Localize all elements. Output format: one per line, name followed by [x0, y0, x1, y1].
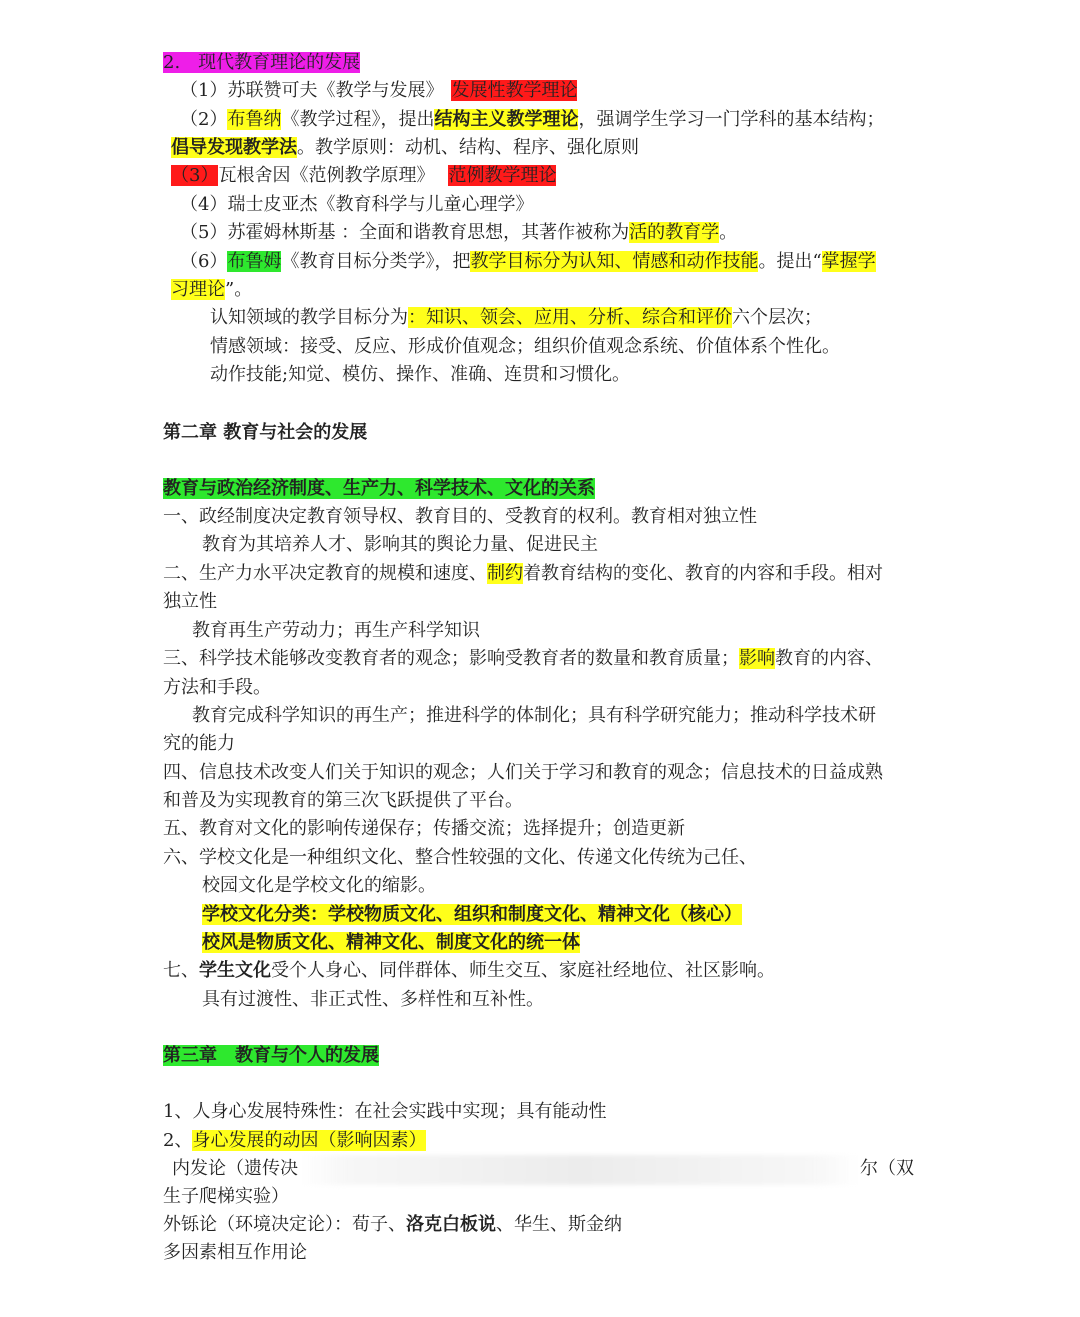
point-3-cont: 方法和手段。: [163, 677, 271, 698]
item-text: 瓦根舍因《范例教学原理》: [218, 165, 435, 186]
item-text: ，强调学生学习一门学科的基本结构；: [578, 109, 885, 130]
item-text: （5）苏霍姆林斯基 ：全面和谐教育思想，其著作被称为: [180, 222, 630, 243]
bold-term: 洛克白板说: [406, 1214, 496, 1235]
highlight-green: 第三章 教育与个人的发展: [163, 1045, 379, 1066]
theory-item-6-cont: [171, 277, 252, 303]
point-2-detail: 教育再生产劳动力；再生产科学知识: [192, 620, 480, 641]
highlight-red: （3）: [171, 165, 219, 186]
point-6-classification: [202, 902, 742, 928]
theory-item-5: [180, 220, 737, 246]
item-text: 动作技能;知觉、模仿、操作、准确、连贯和习惯化。: [210, 364, 631, 385]
cognitive-domain: [210, 305, 822, 331]
theory-item-1: [180, 78, 577, 104]
theory-item-3: [171, 163, 556, 189]
chapter-2-subheading: [163, 476, 595, 502]
point-1: 一、政经制度决定教育领导权、教育目的、受教育的权利。教育相对独立性: [163, 506, 757, 527]
ch3-endogenous-left: 内发论（遗传决: [172, 1158, 298, 1179]
point-4-cont: 和普及为实现教育的第三次飞跃提供了平台。: [163, 790, 523, 811]
item-text: 认知领域的教学目标分为: [210, 307, 408, 328]
item-text: 情感领域：接受、反应、形成价值观念；组织价值观念系统、价值体系个性化。: [210, 336, 840, 357]
section-heading: [163, 50, 360, 76]
ch3-point-2: [163, 1128, 426, 1154]
point-6-school-ethos: [202, 930, 580, 956]
point-2-cont: 独立性: [163, 591, 217, 612]
item-number: （2）: [180, 109, 228, 130]
highlight-yellow: 影响: [739, 648, 775, 669]
theory-item-6: [180, 249, 876, 275]
theory-item-2-cont: [171, 135, 639, 161]
item-text: （4）瑞士皮亚杰《教育科学与儿童心理学》: [180, 194, 534, 215]
item-text: 二、生产力水平决定教育的规模和速度、: [163, 563, 487, 584]
highlight-green: 教育与政治经济制度、生产力、科学技术、文化的关系: [163, 478, 595, 499]
item-text: 。提出“: [758, 251, 822, 272]
affective-domain: [210, 334, 840, 360]
point-4: 四、信息技术改变人们关于知识的观念；人们关于学习和教育的观念；信息技术的日益成熟: [163, 762, 883, 783]
highlight-red: 范例教学理论: [448, 165, 557, 186]
item-text: 教育的内容、: [775, 648, 883, 669]
point-3-detail-cont: 究的能力: [163, 733, 235, 754]
ch3-point-1: 1、人身心发展特殊性：在社会实践中实现；具有能动性: [163, 1101, 607, 1122]
point-1-detail: 教育为其培养人才、影响其的舆论力量、促进民主: [202, 534, 598, 555]
item-text: 外铄论（环境决定论）：荀子、: [163, 1214, 406, 1235]
item-text: 三、科学技术能够改变教育者的观念；影响受教育者的数量和教育质量；: [163, 648, 739, 669]
point-6: 六、学校文化是一种组织文化、整合性较强的文化、传递文化传统为己任、: [163, 847, 757, 868]
item-number: （6）: [180, 251, 228, 272]
point-6-detail: 校园文化是学校文化的缩影。: [202, 875, 436, 896]
bold-term: 学生文化: [199, 960, 271, 981]
highlight-yellow-bold: 倡导发现教学法: [171, 137, 297, 158]
item-text: 。: [719, 222, 738, 243]
point-5: 五、教育对文化的影响传递保存；传播交流；选择提升；创造更新: [163, 818, 685, 839]
highlight-yellow: 制约: [487, 563, 523, 584]
point-7: [163, 958, 775, 984]
motor-skills: [210, 362, 630, 388]
ch3-multi-factor: 多因素相互作用论: [163, 1242, 307, 1263]
blurred-overlay: [300, 1155, 860, 1185]
highlight-yellow: 布鲁纳: [227, 109, 282, 130]
highlight-yellow: ：知识、领会、应用、分析、综合和评价: [408, 307, 732, 328]
item-text: 受个人身心、同伴群体、师生交互、家庭社经地位、社区影响。: [271, 960, 775, 981]
highlight-yellow: 活的教育学: [629, 222, 720, 243]
item-text: 、华生、斯金纳: [496, 1214, 622, 1235]
item-number: 2、: [163, 1130, 193, 1151]
point-7-detail: 具有过渡性、非正式性、多样性和互补性。: [202, 989, 544, 1010]
chapter-2-title: 第二章 教育与社会的发展: [163, 422, 368, 443]
highlight-yellow-bold: 结构主义教学理论: [434, 109, 579, 130]
theory-item-4: [180, 192, 533, 218]
chapter-3-title: [163, 1043, 379, 1069]
item-number: 七、: [163, 960, 199, 981]
ch3-endogenous-cont: 生子爬梯实验）: [163, 1186, 289, 1207]
highlight-red: 发展性教学理论: [451, 80, 578, 101]
item-text: 《教学过程》，提出: [281, 109, 435, 130]
point-3: [163, 646, 883, 672]
highlight-yellow-bold: 校风是物质文化、精神文化、制度文化的统一体: [202, 932, 580, 953]
highlight-yellow: 习理论: [171, 279, 225, 300]
ch3-exogenous: [163, 1212, 622, 1238]
highlight-yellow: 身心发展的动因（影响因素）: [192, 1130, 427, 1151]
item-text: ”。: [225, 279, 253, 300]
item-text: （1）苏联赞可夫《教学与发展》: [180, 80, 444, 101]
item-text: 《教育目标分类学》，把: [281, 251, 471, 272]
point-3-detail: 教育完成科学知识的再生产；推进科学的体制化；具有科学研究能力；推动科学技术研: [192, 705, 876, 726]
item-text: 。教学原则：动机、结构、程序、强化原则: [297, 137, 639, 158]
item-text: 六个层次；: [732, 307, 822, 328]
section-title: 2. 现代教育理论的发展: [163, 52, 361, 73]
highlight-yellow: 掌握学: [821, 251, 876, 272]
theory-item-2: [180, 107, 884, 133]
ch3-endogenous-right: 尔（双: [860, 1158, 914, 1179]
item-text: 着教育结构的变化、教育的内容和手段。相对: [523, 563, 883, 584]
highlight-yellow-bold: 学校文化分类：学校物质文化、组织和制度文化、精神文化（核心）: [202, 904, 742, 925]
highlight-green: 布鲁姆: [227, 251, 282, 272]
highlight-yellow: 教学目标分为认知、情感和动作技能: [470, 251, 759, 272]
point-2: [163, 561, 883, 587]
